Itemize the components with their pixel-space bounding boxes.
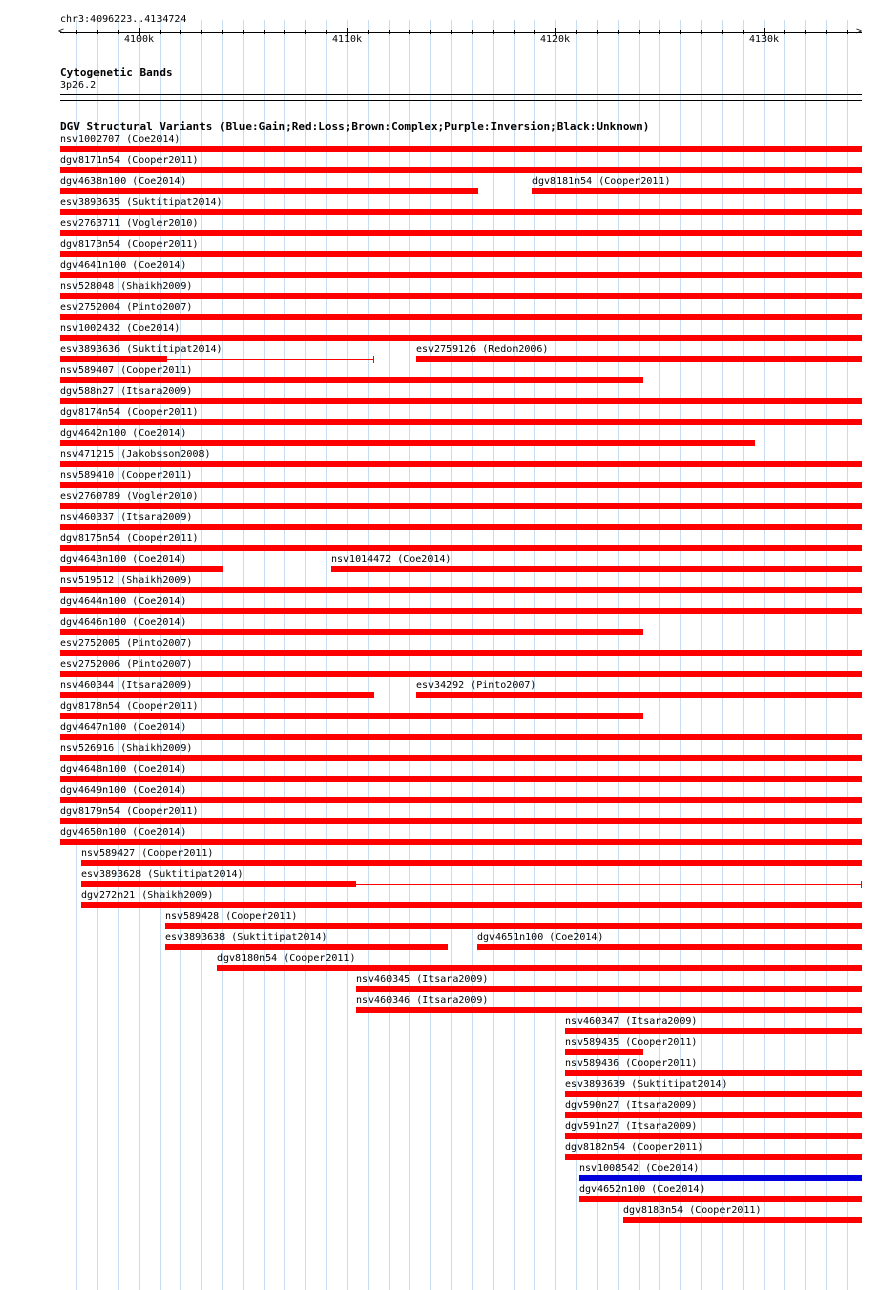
variant-bar[interactable] <box>331 566 862 572</box>
ruler-tick <box>180 30 181 34</box>
variant-label[interactable]: esv2752005 (Pinto2007) <box>60 638 193 649</box>
variant-bar[interactable] <box>60 167 862 173</box>
variant-bar[interactable] <box>60 188 478 194</box>
ruler-tick <box>305 30 306 34</box>
ruler-tick <box>243 30 244 34</box>
ruler-tick <box>659 30 660 34</box>
variant-bar[interactable] <box>416 356 862 362</box>
ruler-left-arrow-icon: < <box>58 26 65 37</box>
ruler-tick <box>597 30 598 34</box>
ruler-tick <box>472 30 473 34</box>
ruler-tick <box>264 30 265 34</box>
variant-label[interactable]: dgv4649n100 (Coe2014) <box>60 785 187 796</box>
variant-label[interactable]: nsv1008542 (Coe2014) <box>579 1163 700 1174</box>
ruler-tick-label: 4120k <box>539 34 571 45</box>
variant-bar[interactable] <box>60 545 862 551</box>
variant-end-cap <box>373 356 374 363</box>
variant-label[interactable]: dgv4646n100 (Coe2014) <box>60 617 187 628</box>
variant-label[interactable]: nsv460347 (Itsara2009) <box>565 1016 698 1027</box>
ruler-tick <box>76 30 77 34</box>
variant-bar[interactable] <box>60 839 862 845</box>
variant-bar[interactable] <box>60 797 862 803</box>
variant-label[interactable]: dgv8171n54 (Cooper2011) <box>60 155 199 166</box>
ruler-tick <box>805 30 806 34</box>
variant-label[interactable]: dgv8178n54 (Cooper2011) <box>60 701 199 712</box>
variant-bar[interactable] <box>165 923 862 929</box>
variant-bar[interactable] <box>532 188 862 194</box>
variant-label[interactable]: nsv589436 (Cooper2011) <box>565 1058 698 1069</box>
variant-label[interactable]: nsv460337 (Itsara2009) <box>60 512 193 523</box>
ruler-tick <box>493 30 494 34</box>
variant-label[interactable]: nsv460344 (Itsara2009) <box>60 680 193 691</box>
position-label: chr3:4096223..4134724 <box>60 14 187 25</box>
dgv-track-title: DGV Structural Variants (Blue:Gain;Red:Loss;Brown:Complex;Purple:Inversion;Black:Unknown) <box>60 120 650 133</box>
variant-bar[interactable] <box>60 734 862 740</box>
ruler-tick-label: 4100k <box>123 34 155 45</box>
ruler-tick <box>847 30 848 34</box>
variant-label[interactable]: dgv591n27 (Itsara2009) <box>565 1121 698 1132</box>
variant-bar[interactable] <box>356 986 862 992</box>
variant-label[interactable]: dgv8183n54 (Cooper2011) <box>623 1205 762 1216</box>
variant-label[interactable]: esv2760789 (Vogler2010) <box>60 491 199 502</box>
variant-label[interactable]: esv3893639 (Suktitipat2014) <box>565 1079 728 1090</box>
ruler-right-arrow-icon: > <box>856 26 863 37</box>
variant-label[interactable]: nsv589428 (Cooper2011) <box>165 911 298 922</box>
cytoband-label: 3p26.2 <box>60 80 97 91</box>
variant-label[interactable]: esv3893636 (Suktitipat2014) <box>60 344 223 355</box>
variant-label[interactable]: dgv8175n54 (Cooper2011) <box>60 533 199 544</box>
variant-bar[interactable] <box>60 608 862 614</box>
variant-label[interactable]: dgv590n27 (Itsara2009) <box>565 1100 698 1111</box>
ruler-tick <box>701 30 702 34</box>
variant-bar[interactable] <box>565 1028 862 1034</box>
variant-bar[interactable] <box>60 650 862 656</box>
variant-bar[interactable] <box>81 860 862 866</box>
variant-bar[interactable] <box>60 377 643 383</box>
variant-label[interactable]: dgv4641n100 (Coe2014) <box>60 260 187 271</box>
variant-label[interactable]: dgv4652n100 (Coe2014) <box>579 1184 706 1195</box>
variant-label[interactable]: dgv4650n100 (Coe2014) <box>60 827 187 838</box>
variant-label[interactable]: dgv8181n54 (Cooper2011) <box>532 176 671 187</box>
variant-bar[interactable] <box>60 335 862 341</box>
variant-label[interactable]: esv3893628 (Suktitipat2014) <box>81 869 244 880</box>
ruler-tick <box>97 30 98 34</box>
variant-end-cap <box>861 881 862 888</box>
variant-label[interactable]: esv2752006 (Pinto2007) <box>60 659 193 670</box>
variant-bar[interactable] <box>579 1196 862 1202</box>
variant-label[interactable]: nsv589435 (Cooper2011) <box>565 1037 698 1048</box>
ruler-tick <box>201 30 202 34</box>
variant-bar[interactable] <box>565 1154 862 1160</box>
ruler-tick-label: 4110k <box>331 34 363 45</box>
ruler-tick <box>368 30 369 34</box>
ruler-tick <box>514 30 515 34</box>
variant-bar[interactable] <box>565 1133 862 1139</box>
variant-label[interactable]: dgv8174n54 (Cooper2011) <box>60 407 199 418</box>
variant-bar[interactable] <box>60 293 862 299</box>
ruler-tick <box>284 30 285 34</box>
variant-label[interactable]: esv2759126 (Redon2006) <box>416 344 549 355</box>
variant-label[interactable]: dgv4647n100 (Coe2014) <box>60 722 187 733</box>
variant-label[interactable]: dgv8173n54 (Cooper2011) <box>60 239 199 250</box>
variant-bar[interactable] <box>60 146 862 152</box>
variant-bar[interactable] <box>565 1070 862 1076</box>
ruler-tick-label: 4130k <box>748 34 780 45</box>
variant-bar[interactable] <box>60 566 223 572</box>
variant-label[interactable]: nsv589407 (Cooper2011) <box>60 365 193 376</box>
variant-bar[interactable] <box>60 629 643 635</box>
ruler-tick <box>576 30 577 34</box>
ruler-tick <box>222 30 223 34</box>
variant-bar[interactable] <box>60 398 862 404</box>
variant-label[interactable]: nsv526916 (Shaikh2009) <box>60 743 193 754</box>
variant-label[interactable]: dgv588n27 (Itsara2009) <box>60 386 193 397</box>
variant-bar[interactable] <box>579 1175 862 1181</box>
variant-bar[interactable] <box>165 944 448 950</box>
variant-bar[interactable] <box>416 692 862 698</box>
variant-bar[interactable] <box>60 755 862 761</box>
variant-label[interactable]: nsv589410 (Cooper2011) <box>60 470 193 481</box>
variant-bar[interactable] <box>60 251 862 257</box>
variant-bar[interactable] <box>60 692 374 698</box>
ruler-tick <box>118 30 119 34</box>
cytoband-line-bottom <box>60 100 862 101</box>
ruler-tick <box>784 30 785 34</box>
variant-label[interactable]: dgv8180n54 (Cooper2011) <box>217 953 356 964</box>
variant-label[interactable]: nsv460345 (Itsara2009) <box>356 974 489 985</box>
variant-bar[interactable] <box>60 419 862 425</box>
variant-label[interactable]: dgv4651n100 (Coe2014) <box>477 932 604 943</box>
variant-bar[interactable] <box>60 776 862 782</box>
variant-bar[interactable] <box>60 440 755 446</box>
variant-bar[interactable] <box>477 944 862 950</box>
variant-label[interactable]: nsv1002432 (Coe2014) <box>60 323 181 334</box>
variant-label[interactable]: esv3893638 (Suktitipat2014) <box>165 932 328 943</box>
variant-label[interactable]: nsv528048 (Shaikh2009) <box>60 281 193 292</box>
variant-bar[interactable] <box>565 1112 862 1118</box>
ruler-tick <box>618 30 619 34</box>
variant-label[interactable]: nsv519512 (Shaikh2009) <box>60 575 193 586</box>
ruler-tick <box>430 30 431 34</box>
variant-span-line[interactable] <box>60 359 374 360</box>
variant-bar[interactable] <box>60 818 862 824</box>
variant-label[interactable]: dgv4642n100 (Coe2014) <box>60 428 187 439</box>
variant-bar[interactable] <box>60 671 862 677</box>
ruler-tick <box>722 30 723 34</box>
variant-label[interactable]: dgv4638n100 (Coe2014) <box>60 176 187 187</box>
ruler-tick <box>743 30 744 34</box>
ruler-tick <box>326 30 327 34</box>
variant-span-line[interactable] <box>81 884 862 885</box>
variant-label[interactable]: esv2752004 (Pinto2007) <box>60 302 193 313</box>
variant-bar[interactable] <box>565 1049 643 1055</box>
variant-label[interactable]: nsv471215 (Jakobsson2008) <box>60 449 211 460</box>
ruler-tick <box>409 30 410 34</box>
variant-label[interactable]: dgv4643n100 (Coe2014) <box>60 554 187 565</box>
variant-bar[interactable] <box>60 482 862 488</box>
variant-bar[interactable] <box>60 503 862 509</box>
ruler-tick <box>826 30 827 34</box>
variant-label[interactable]: dgv272n21 (Shaikh2009) <box>81 890 214 901</box>
ruler-tick <box>534 30 535 34</box>
variant-label[interactable]: dgv8182n54 (Cooper2011) <box>565 1142 704 1153</box>
ruler-tick <box>160 30 161 34</box>
variant-label[interactable]: esv34292 (Pinto2007) <box>416 680 537 691</box>
cytoband-track-title: Cytogenetic Bands <box>60 66 173 79</box>
variant-bar[interactable] <box>60 230 862 236</box>
variant-label[interactable]: dgv8179n54 (Cooper2011) <box>60 806 199 817</box>
variant-bar[interactable] <box>60 272 862 278</box>
variant-bar[interactable] <box>623 1217 862 1223</box>
variant-bar[interactable] <box>565 1091 862 1097</box>
variant-bar[interactable] <box>81 902 862 908</box>
variant-bar[interactable] <box>60 587 862 593</box>
variant-label[interactable]: nsv1002707 (Coe2014) <box>60 134 181 145</box>
variant-label[interactable]: nsv460346 (Itsara2009) <box>356 995 489 1006</box>
ruler-tick <box>639 30 640 34</box>
variant-bar[interactable] <box>356 1007 862 1013</box>
variant-label[interactable]: esv3893635 (Suktitipat2014) <box>60 197 223 208</box>
variant-label[interactable]: esv2763711 (Vogler2010) <box>60 218 199 229</box>
cytoband-line-top <box>60 94 862 95</box>
variant-label[interactable]: dgv4648n100 (Coe2014) <box>60 764 187 775</box>
ruler-tick <box>451 30 452 34</box>
variant-label[interactable]: nsv1014472 (Coe2014) <box>331 554 452 565</box>
variant-label[interactable]: dgv4644n100 (Coe2014) <box>60 596 187 607</box>
variant-bar[interactable] <box>60 524 862 530</box>
variant-bar[interactable] <box>60 461 862 467</box>
variant-bar[interactable] <box>60 713 643 719</box>
variant-bar[interactable] <box>60 209 862 215</box>
variant-bar[interactable] <box>60 314 862 320</box>
variant-label[interactable]: nsv589427 (Cooper2011) <box>81 848 214 859</box>
variant-bar[interactable] <box>217 965 862 971</box>
ruler-tick <box>389 30 390 34</box>
ruler-tick <box>680 30 681 34</box>
